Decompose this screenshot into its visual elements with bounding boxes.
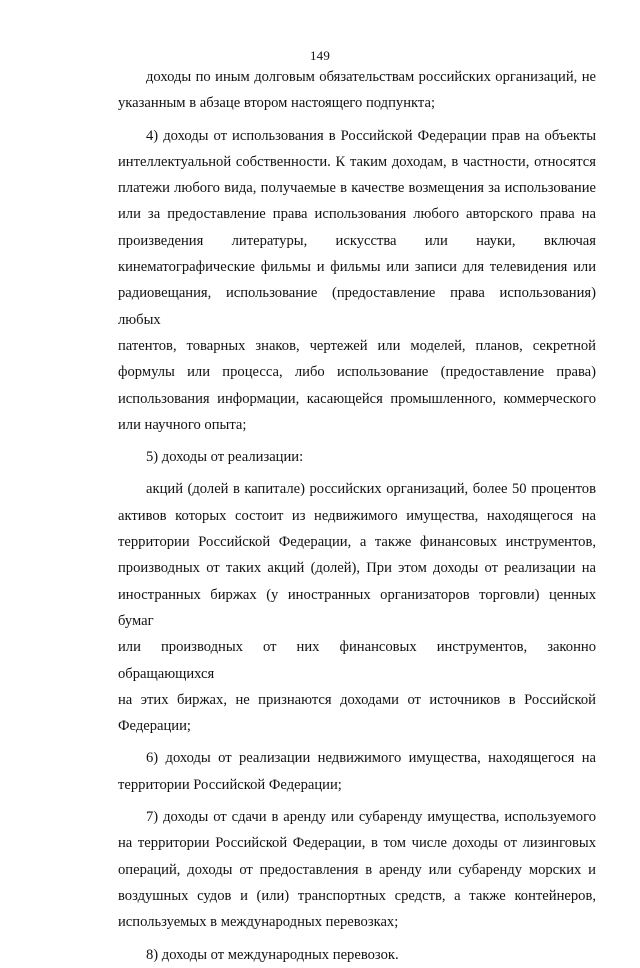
text-line: операций, доходы от предоставления в аренду или субаренду морских и	[118, 861, 596, 878]
text-line: использования информации, касающейся промышленного, коммерческого	[118, 390, 596, 407]
text-line: патентов, товарных знаков, чертежей или моделей, планов, секретной	[118, 337, 596, 354]
paragraph-item-7	[118, 804, 596, 935]
text-line: 7) доходы от сдачи в аренду или субаренду имущества, используемого	[146, 809, 596, 826]
paragraph-item-5-shares	[118, 476, 596, 739]
text-line: интеллектуальной собственности. К таким доходам, в частности, относятся	[118, 153, 596, 170]
text-line: активов которых состоит из недвижимого имущества, находящегося на	[118, 507, 596, 524]
text-line: или научного опыта;	[118, 416, 247, 433]
document-body	[118, 64, 596, 968]
page-number: 149	[309, 48, 331, 63]
text-line: территории Российской Федерации, а также финансовых инструментов,	[118, 534, 596, 551]
text-line: производных от таких акций (долей), При этом доходы от реализации на	[118, 560, 596, 577]
text-line: на этих биржах, не признаются доходами от источников в Российской	[118, 691, 596, 708]
text-line: или производных от них финансовых инструментов, законно обращающихся	[118, 639, 596, 682]
text-line: иностранных биржах (у иностранных организаторов торговли) ценных бумаг	[118, 586, 596, 629]
paragraph-item-6	[118, 745, 596, 798]
paragraph-item-5	[118, 444, 596, 470]
text-line: 4) доходы от использования в Российской Федерации прав на объекты	[146, 127, 596, 144]
text-line: указанным в абзаце втором настоящего подпункта;	[118, 95, 435, 112]
text-line: доходы по иным долговым обязательствам российских организаций, не	[146, 69, 596, 85]
text-line: акций (долей в капитале) российских организаций, более 50 процентов	[146, 481, 596, 498]
text-line: Федерации;	[118, 718, 191, 735]
text-line: 5) доходы от реализации:	[146, 449, 304, 466]
text-line: на территории Российской Федерации, в том числе доходы от лизинговых	[118, 835, 596, 852]
paragraph-item-4	[118, 123, 596, 439]
text-line: кинематографические фильмы и фильмы или записи для телевидения или	[118, 259, 596, 276]
text-line: используемых в международных перевозках;	[118, 914, 399, 931]
text-line: платежи любого вида, получаемые в качестве возмещения за использование	[118, 180, 596, 197]
paragraph-continuation	[118, 64, 596, 117]
text-line: формулы или процесса, либо использование (предоставление права)	[118, 364, 596, 381]
text-line: 6) доходы от реализации недвижимого имущества, находящегося на	[146, 750, 596, 767]
text-line: произведения литературы, искусства или науки, включая	[118, 232, 596, 249]
text-line: или за предоставление права использования любого авторского права на	[118, 206, 596, 223]
text-line: 8) доходы от международных перевозок.	[146, 946, 399, 963]
text-line: территории Российской Федерации;	[118, 776, 342, 793]
paragraph-item-8	[118, 942, 596, 968]
text-line: радиовещания, использование (предоставление права использования) любых	[118, 285, 596, 328]
text-line: воздушных судов и (или) транспортных средств, а также контейнеров,	[118, 887, 596, 904]
